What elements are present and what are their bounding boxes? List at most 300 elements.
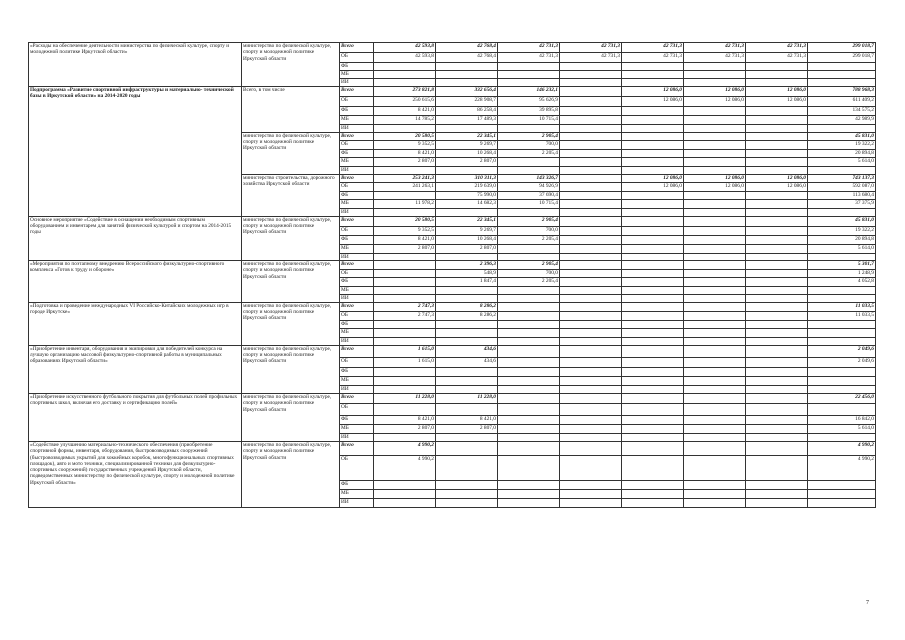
total-amount-cell: 592 087,0 (808, 183, 876, 192)
amount-cell (374, 125, 436, 133)
funding-source-cell: МБ (340, 116, 374, 125)
amount-cell (622, 149, 684, 158)
amount-cell (374, 278, 436, 287)
amount-cell (622, 367, 684, 376)
table-row (29, 394, 876, 404)
responsible-executor-cell: министерство по физической культуре, спорту и молодежной политике Иркутской области (242, 132, 340, 174)
funding-source-cell: МБ (340, 200, 374, 209)
total-amount-cell: 299 018,7 (808, 52, 876, 62)
amount-cell (746, 149, 808, 158)
amount-cell: 4 990,2 (374, 456, 436, 481)
amount-cell: 434,6 (436, 345, 498, 357)
amount-cell (746, 416, 808, 425)
amount-cell: 700,0 (498, 226, 560, 235)
amount-cell (684, 385, 746, 394)
amount-cell: 12 086,0 (746, 96, 808, 107)
amount-cell (684, 295, 746, 303)
amount-cell (622, 404, 684, 416)
funding-source-cell: МБ (340, 244, 374, 253)
total-amount-cell: 19 322,2 (808, 226, 876, 235)
amount-cell (498, 425, 560, 434)
total-amount-cell: 11 033,5 (808, 302, 876, 311)
funding-source-cell: ИИ (340, 253, 374, 261)
funding-source-cell: ФБ (340, 107, 374, 116)
amount-cell: 12 086,0 (684, 96, 746, 107)
amount-cell (560, 125, 622, 133)
responsible-executor-cell: министерство по физической культуре, спорту и молодежной политике Иркутской области (242, 345, 340, 394)
funding-source-cell: ИИ (340, 499, 374, 508)
amount-cell (560, 226, 622, 235)
amount-cell (498, 416, 560, 425)
amount-cell (746, 404, 808, 416)
amount-cell (746, 191, 808, 200)
amount-cell (684, 434, 746, 442)
amount-cell: 42 768,4 (436, 52, 498, 62)
amount-cell: 10 715,4 (498, 116, 560, 125)
total-amount-cell (808, 376, 876, 385)
funding-source-cell: ОБ (340, 311, 374, 320)
amount-cell (498, 357, 560, 367)
amount-cell (746, 320, 808, 329)
total-amount-cell: 20 894,8 (808, 235, 876, 244)
amount-cell (560, 385, 622, 394)
amount-cell: 8 421,0 (374, 107, 436, 116)
amount-cell (684, 394, 746, 404)
amount-cell: 14 785,2 (374, 116, 436, 125)
amount-cell (374, 434, 436, 442)
amount-cell (560, 434, 622, 442)
funding-source-cell: ОБ (340, 357, 374, 367)
amount-cell (498, 456, 560, 481)
amount-cell (684, 200, 746, 209)
amount-cell: 37 690,4 (498, 191, 560, 200)
amount-cell: 2 905,4 (498, 261, 560, 270)
amount-cell: 700,0 (498, 141, 560, 150)
funding-source-cell: Всего (340, 394, 374, 404)
amount-cell (622, 456, 684, 481)
amount-cell (498, 158, 560, 167)
amount-cell (746, 226, 808, 235)
funding-source-cell: Всего (340, 216, 374, 226)
amount-cell (684, 302, 746, 311)
funding-source-cell: Всего (340, 442, 374, 456)
amount-cell (374, 78, 436, 86)
amount-cell (622, 235, 684, 244)
amount-cell (498, 78, 560, 86)
amount-cell (560, 278, 622, 287)
total-amount-cell (808, 329, 876, 338)
amount-cell: 8 421,0 (436, 416, 498, 425)
amount-cell (374, 253, 436, 261)
amount-cell (374, 286, 436, 295)
amount-cell (498, 499, 560, 508)
amount-cell: 17 489,3 (436, 116, 498, 125)
amount-cell (684, 116, 746, 125)
amount-cell: 42 731,3 (746, 52, 808, 62)
amount-cell (374, 499, 436, 508)
amount-cell (436, 329, 498, 338)
amount-cell: 22 345,1 (436, 216, 498, 226)
amount-cell (560, 70, 622, 78)
amount-cell (684, 376, 746, 385)
amount-cell (746, 116, 808, 125)
measure-name-cell: Основное мероприятие «Содействие в оснащении необходимым спортивным оборудованием и инвентарем для занятий физической культурой и спортом на 2014-2015 годы (29, 216, 242, 261)
amount-cell (436, 376, 498, 385)
amount-cell: 273 821,8 (374, 86, 436, 96)
amount-cell (622, 216, 684, 226)
funding-source-cell: ОБ (340, 141, 374, 150)
amount-cell: 94 926,9 (498, 183, 560, 192)
amount-cell (684, 216, 746, 226)
amount-cell: 75 990,0 (436, 191, 498, 200)
amount-cell (684, 141, 746, 150)
amount-cell (498, 302, 560, 311)
amount-cell: 2 905,4 (498, 216, 560, 226)
amount-cell (560, 404, 622, 416)
amount-cell (622, 416, 684, 425)
total-amount-cell: 19 322,2 (808, 141, 876, 150)
funding-source-cell: МБ (340, 70, 374, 78)
amount-cell (374, 367, 436, 376)
amount-cell: 10 715,4 (498, 200, 560, 209)
total-amount-cell: 2 049,6 (808, 357, 876, 367)
amount-cell (374, 166, 436, 174)
funding-source-cell: МБ (340, 286, 374, 295)
amount-cell: 42 731,3 (746, 43, 808, 53)
amount-cell (436, 166, 498, 174)
amount-cell (622, 244, 684, 253)
amount-cell (436, 337, 498, 345)
amount-cell (498, 208, 560, 216)
amount-cell: 2 396,3 (436, 261, 498, 270)
total-amount-cell (808, 367, 876, 376)
amount-cell (622, 200, 684, 209)
amount-cell (374, 320, 436, 329)
table-row (29, 345, 876, 357)
amount-cell: 2 905,4 (498, 132, 560, 141)
amount-cell (746, 70, 808, 78)
amount-cell: 12 086,0 (684, 86, 746, 96)
funding-source-cell: ОБ (340, 52, 374, 62)
amount-cell (622, 70, 684, 78)
total-amount-cell: 37 375,9 (808, 200, 876, 209)
amount-cell (498, 166, 560, 174)
amount-cell (560, 490, 622, 499)
responsible-executor-cell: министерство по физической культуре, спорту и молодежной политике Иркутской области (242, 261, 340, 303)
total-amount-cell (808, 481, 876, 490)
total-amount-cell: 788 968,3 (808, 86, 876, 96)
amount-cell (622, 191, 684, 200)
total-amount-cell: 4 990,2 (808, 456, 876, 481)
amount-cell (622, 337, 684, 345)
total-amount-cell (808, 499, 876, 508)
funding-source-cell: ФБ (340, 278, 374, 287)
amount-cell: 42 731,3 (622, 43, 684, 53)
amount-cell (560, 86, 622, 96)
total-amount-cell (808, 70, 876, 78)
amount-cell: 11 228,0 (436, 394, 498, 404)
amount-cell (374, 490, 436, 499)
amount-cell (622, 226, 684, 235)
amount-cell (560, 96, 622, 107)
amount-cell (622, 261, 684, 270)
amount-cell: 2 747,3 (374, 311, 436, 320)
funding-source-cell: Всего (340, 86, 374, 96)
amount-cell: 250 615,6 (374, 96, 436, 107)
amount-cell: 2 807,0 (374, 244, 436, 253)
amount-cell (560, 107, 622, 116)
amount-cell (436, 125, 498, 133)
total-amount-cell: 4 052,8 (808, 278, 876, 287)
amount-cell (746, 311, 808, 320)
amount-cell: 42 768,4 (436, 43, 498, 53)
amount-cell (684, 481, 746, 490)
amount-cell (684, 367, 746, 376)
amount-cell (560, 376, 622, 385)
amount-cell: 9 269,7 (436, 226, 498, 235)
amount-cell (622, 311, 684, 320)
amount-cell: 14 682,3 (436, 200, 498, 209)
amount-cell (684, 253, 746, 261)
total-amount-cell (808, 385, 876, 394)
amount-cell (374, 261, 436, 270)
total-amount-cell: 1 248,9 (808, 269, 876, 278)
funding-source-cell: МБ (340, 425, 374, 434)
amount-cell (684, 329, 746, 338)
funding-source-cell: ФБ (340, 367, 374, 376)
funding-source-cell: Всего (340, 261, 374, 270)
amount-cell (684, 261, 746, 270)
total-amount-cell (808, 253, 876, 261)
total-amount-cell: 611 409,2 (808, 96, 876, 107)
amount-cell: 42 731,3 (684, 52, 746, 62)
amount-cell: 9 352,5 (374, 141, 436, 150)
total-amount-cell: 20 894,8 (808, 149, 876, 158)
funding-source-cell: ФБ (340, 481, 374, 490)
funding-source-cell: ОБ (340, 269, 374, 278)
amount-cell (684, 226, 746, 235)
total-amount-cell: 4 990,2 (808, 442, 876, 456)
amount-cell (498, 345, 560, 357)
amount-cell (746, 302, 808, 311)
amount-cell (622, 490, 684, 499)
amount-cell (622, 295, 684, 303)
funding-source-cell: Всего (340, 174, 374, 183)
amount-cell: 12 086,0 (746, 174, 808, 183)
measure-name-cell: «Расходы на обеспечение деятельности министерства по физической культуре, спорту и молодежной политике Иркутской области» (29, 43, 242, 87)
amount-cell (498, 311, 560, 320)
total-amount-cell (808, 125, 876, 133)
amount-cell (622, 278, 684, 287)
amount-cell (498, 394, 560, 404)
amount-cell (560, 132, 622, 141)
amount-cell (746, 456, 808, 481)
amount-cell: 2 205,4 (498, 278, 560, 287)
amount-cell (560, 295, 622, 303)
total-amount-cell: 5 301,7 (808, 261, 876, 270)
amount-cell (374, 376, 436, 385)
table-row (29, 86, 876, 96)
amount-cell (684, 345, 746, 357)
total-amount-cell (808, 286, 876, 295)
amount-cell (684, 244, 746, 253)
amount-cell (622, 62, 684, 70)
funding-source-cell: ИИ (340, 125, 374, 133)
amount-cell (684, 235, 746, 244)
amount-cell (498, 367, 560, 376)
amount-cell: 2 807,0 (374, 425, 436, 434)
amount-cell (374, 329, 436, 338)
funding-source-cell: ОБ (340, 183, 374, 192)
amount-cell (560, 174, 622, 183)
amount-cell (684, 286, 746, 295)
amount-cell: 332 656,4 (436, 86, 498, 96)
responsible-executor-cell: министерство по физической культуре, спорту и молодежной политике Иркутской области (242, 442, 340, 508)
amount-cell: 2 205,4 (498, 149, 560, 158)
amount-cell: 20 580,5 (374, 132, 436, 141)
amount-cell (374, 385, 436, 394)
amount-cell (684, 404, 746, 416)
amount-cell (622, 499, 684, 508)
funding-source-cell: ИИ (340, 337, 374, 345)
amount-cell (560, 425, 622, 434)
amount-cell: 42 593,8 (374, 43, 436, 53)
amount-cell (436, 385, 498, 394)
amount-cell (684, 456, 746, 481)
funding-source-cell: ФБ (340, 235, 374, 244)
amount-cell (560, 367, 622, 376)
amount-cell (746, 425, 808, 434)
funding-source-cell: ФБ (340, 62, 374, 70)
amount-cell (560, 456, 622, 481)
total-amount-cell: 5 614,0 (808, 244, 876, 253)
amount-cell (498, 404, 560, 416)
amount-cell: 8 286,2 (436, 302, 498, 311)
amount-cell (560, 141, 622, 150)
amount-cell (746, 125, 808, 133)
amount-cell: 143 326,7 (498, 174, 560, 183)
funding-source-cell: Всего (340, 302, 374, 311)
amount-cell (560, 311, 622, 320)
amount-cell (622, 166, 684, 174)
total-amount-cell: 113 680,4 (808, 191, 876, 200)
amount-cell: 95 626,9 (498, 96, 560, 107)
amount-cell (622, 141, 684, 150)
amount-cell (746, 490, 808, 499)
amount-cell (622, 78, 684, 86)
amount-cell (684, 62, 746, 70)
amount-cell: 42 731,3 (622, 52, 684, 62)
amount-cell: 12 086,0 (684, 183, 746, 192)
amount-cell: 434,6 (436, 357, 498, 367)
responsible-executor-cell: министерство по физической культуре, спорту и молодежной политике Иркутской области (242, 216, 340, 261)
amount-cell (374, 269, 436, 278)
amount-cell: 8 421,0 (374, 416, 436, 425)
amount-cell (498, 442, 560, 456)
amount-cell (436, 456, 498, 481)
amount-cell (374, 208, 436, 216)
amount-cell (436, 434, 498, 442)
measure-name-cell: Подпрограмма «Развитие спортивной инфраструктуры и материально- технической базы в Иркутской области» на 2014-2020 годы (29, 86, 242, 216)
amount-cell (560, 158, 622, 167)
amount-cell (684, 416, 746, 425)
amount-cell (622, 269, 684, 278)
amount-cell (374, 191, 436, 200)
funding-source-cell: ИИ (340, 166, 374, 174)
funding-source-cell: ФБ (340, 320, 374, 329)
amount-cell (684, 191, 746, 200)
measure-name-cell: «Содействие улучшению материально-технического обеспечения (приобретение спортивной формы, инвентаря, оборудования, быстровозводимых сооружений (быстровозводимых укрытий для хоккейных коробок, многофункциональных спортивных площадок), авто и мото техники, специализированной техники для физкультурно-спортивных сооружений) государственных учреждений Иркутской области, подведомственных министерству по физической культуре, спорту и молодежной политике Иркутской области» (29, 442, 242, 508)
amount-cell (684, 166, 746, 174)
total-amount-cell: 45 831,0 (808, 132, 876, 141)
amount-cell (746, 166, 808, 174)
total-amount-cell: 22 456,0 (808, 394, 876, 404)
amount-cell (560, 320, 622, 329)
amount-cell (622, 425, 684, 434)
funding-source-cell: ИИ (340, 295, 374, 303)
responsible-executor-cell: министерство по физической культуре, спорту и молодежной политике Иркутской области (242, 43, 340, 87)
amount-cell (622, 208, 684, 216)
amount-cell (560, 191, 622, 200)
amount-cell: 253 241,3 (374, 174, 436, 183)
amount-cell (746, 499, 808, 508)
budget-table (28, 42, 876, 508)
amount-cell (498, 286, 560, 295)
amount-cell: 86 258,4 (436, 107, 498, 116)
amount-cell (436, 490, 498, 499)
amount-cell: 12 086,0 (622, 86, 684, 96)
amount-cell (374, 337, 436, 345)
amount-cell: 2 205,4 (498, 235, 560, 244)
amount-cell (622, 132, 684, 141)
amount-cell (746, 367, 808, 376)
total-amount-cell (808, 62, 876, 70)
funding-source-cell: ОБ (340, 404, 374, 416)
funding-source-cell: МБ (340, 329, 374, 338)
amount-cell (746, 269, 808, 278)
funding-source-cell: МБ (340, 158, 374, 167)
amount-cell (498, 481, 560, 490)
amount-cell: 20 580,5 (374, 216, 436, 226)
amount-cell: 42 593,8 (374, 52, 436, 62)
amount-cell: 228 908,7 (436, 96, 498, 107)
amount-cell (374, 404, 436, 416)
total-amount-cell: 5 614,0 (808, 158, 876, 167)
amount-cell: 4 990,2 (374, 442, 436, 456)
amount-cell: 2 747,3 (374, 302, 436, 311)
measure-name-cell: «Подготовка и проведение международных VI Российско-Китайских молодежных игр в городе Иркутске» (29, 302, 242, 345)
total-amount-cell: 743 137,3 (808, 174, 876, 183)
amount-cell (374, 295, 436, 303)
total-amount-cell: 299 018,7 (808, 43, 876, 53)
amount-cell (560, 261, 622, 270)
total-amount-cell: 134 575,2 (808, 107, 876, 116)
amount-cell (622, 329, 684, 338)
amount-cell (746, 345, 808, 357)
amount-cell (560, 200, 622, 209)
amount-cell (498, 244, 560, 253)
amount-cell (622, 302, 684, 311)
amount-cell: 2 807,0 (436, 158, 498, 167)
amount-cell (622, 286, 684, 295)
amount-cell (436, 320, 498, 329)
funding-source-cell: Всего (340, 132, 374, 141)
amount-cell: 1 847,4 (436, 278, 498, 287)
amount-cell (684, 320, 746, 329)
total-amount-cell (808, 295, 876, 303)
amount-cell (746, 244, 808, 253)
amount-cell (560, 481, 622, 490)
